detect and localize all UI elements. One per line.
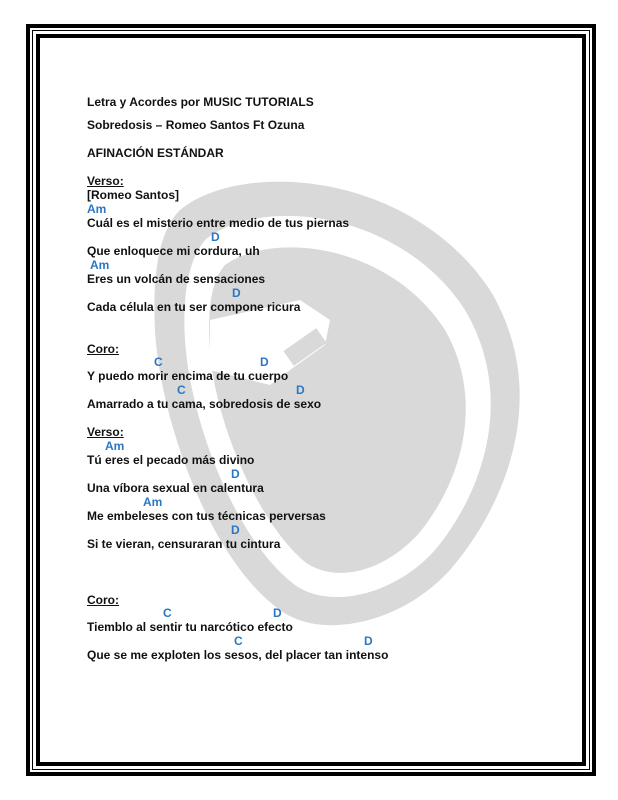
- lyric-line: Amarrado a tu cama, sobredosis de sexo: [87, 397, 322, 411]
- section-label-verso: Verso:: [87, 425, 124, 439]
- section-label-verso: Verso:: [87, 174, 124, 188]
- singer-label: [Romeo Santos]: [87, 188, 180, 202]
- lyric-line: Que enloquece mi cordura, uh: [87, 244, 260, 258]
- chord: D: [231, 467, 240, 481]
- lyric-line: Tiemblo al sentir tu narcótico efecto: [87, 620, 293, 634]
- chord: Am: [87, 202, 107, 216]
- section-label-coro: Coro:: [87, 593, 119, 607]
- chord: C: [163, 606, 172, 620]
- lyric-line: Me embeleses con tus técnicas perversas: [87, 509, 326, 523]
- tuning-label: AFINACIÓN ESTÁNDAR: [87, 146, 224, 160]
- chord: D: [231, 523, 240, 537]
- chord: Am: [90, 258, 110, 272]
- chord: D: [364, 634, 373, 648]
- lyric-line: Cuál es el misterio entre medio de tus piernas: [87, 216, 350, 230]
- chord: C: [154, 355, 163, 369]
- credit-line: Letra y Acordes por MUSIC TUTORIALS: [87, 95, 314, 109]
- lyric-line: Que se me exploten los sesos, del placer tan intenso: [87, 648, 389, 662]
- chord: D: [296, 383, 305, 397]
- chord: C: [234, 634, 243, 648]
- lyric-line: Y puedo morir encima de tu cuerpo: [87, 369, 289, 383]
- chord: D: [211, 230, 220, 244]
- chord: Am: [143, 495, 163, 509]
- chord: D: [260, 355, 269, 369]
- lyric-line: Si te vieran, censuraran tu cintura: [87, 537, 281, 551]
- chord: Am: [105, 439, 125, 453]
- chord: C: [177, 383, 186, 397]
- lyric-line: Cada célula en tu ser compone ricura: [87, 300, 301, 314]
- song-title: Sobredosis – Romeo Santos Ft Ozuna: [87, 118, 305, 132]
- lyric-line: Tú eres el pecado más divino: [87, 453, 255, 467]
- lyric-line: Una víbora sexual en calentura: [87, 481, 264, 495]
- chord: D: [232, 286, 241, 300]
- section-label-coro: Coro:: [87, 342, 119, 356]
- lyric-line: Eres un volcán de sensaciones: [87, 272, 266, 286]
- chord: D: [273, 606, 282, 620]
